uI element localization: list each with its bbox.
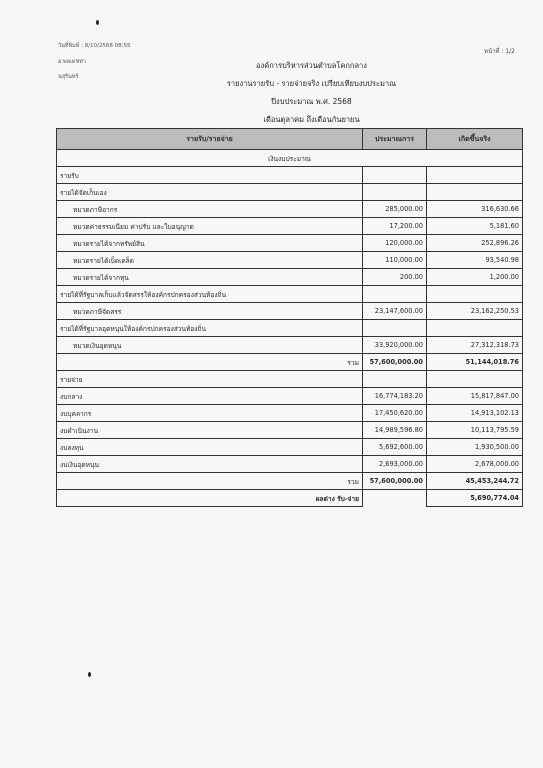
col-budget-header: ประมาณการ <box>363 129 427 150</box>
row-budget: 2,693,000.00 <box>363 456 427 473</box>
total-label: รวม <box>57 354 363 371</box>
table-row <box>57 337 523 354</box>
province-line: นสุรินทร์ <box>58 74 79 80</box>
section-row <box>57 150 523 167</box>
table-row <box>57 184 523 201</box>
table-row <box>57 201 523 218</box>
row-item: หมวดภาษีจัดสรร <box>57 303 363 320</box>
row-item: งบดำเนินงาน <box>57 422 363 439</box>
report-title: รายงานรายรับ - รายจ่ายจริง เปรียบเทียบงบประมาณ <box>226 79 397 88</box>
table-row <box>57 320 523 337</box>
row-item: หมวดรายได้จากทุน <box>57 269 363 286</box>
difference-label: ผลต่าง รับ-จ่าย <box>57 490 363 507</box>
row-actual: 15,817,847.00 <box>427 388 523 405</box>
table-row <box>57 303 523 320</box>
income-total-budget: 57,600,000.00 <box>363 354 427 371</box>
print-date: วันที่พิมพ์ : 8/10/2568 08:55 <box>58 43 131 49</box>
row-actual: 23,162,250.53 <box>427 303 523 320</box>
table-row <box>57 235 523 252</box>
row-budget: 23,147,600.00 <box>363 303 427 320</box>
fiscal-year: ปีงบประมาณ พ.ศ. 2568 <box>271 97 352 106</box>
table-row <box>57 422 523 439</box>
table-row <box>57 252 523 269</box>
row-actual: 10,113,795.59 <box>427 422 523 439</box>
table-row <box>57 286 523 303</box>
row-item: หมวดเงินอุดหนุน <box>57 337 363 354</box>
income-group-allocated: รายได้ที่รัฐบาลเก็บแล้วจัดสรรให้องค์กรปกครองส่วนท้องถิ่น <box>57 286 363 303</box>
org-name: องค์การบริหารส่วนตำบลโคกกลาง <box>256 61 367 70</box>
section-label: เงินงบประมาณ <box>57 150 523 167</box>
expense-total-actual: 45,453,244.72 <box>427 473 523 490</box>
expense-label: รายจ่าย <box>57 371 363 388</box>
hole-punch-mark <box>88 672 91 677</box>
row-actual: 252,896.26 <box>427 235 523 252</box>
col-item-header: รายรับ/รายจ่าย <box>57 129 363 150</box>
row-item: งบบุคลากร <box>57 405 363 422</box>
row-item: หมวดรายได้เบ็ดเตล็ด <box>57 252 363 269</box>
table-row <box>57 456 523 473</box>
row-item: งบเงินอุดหนุน <box>57 456 363 473</box>
income-group-subsidy: รายได้ที่รัฐบาลอุดหนุนให้องค์กรปกครองส่วนท้องถิ่น <box>57 320 363 337</box>
row-actual: 316,630.66 <box>427 201 523 218</box>
row-actual: 1,930,500.00 <box>427 439 523 456</box>
row-budget: 17,450,620.00 <box>363 405 427 422</box>
row-item: หมวดรายได้จากทรัพย์สิน <box>57 235 363 252</box>
row-budget: 200.00 <box>363 269 427 286</box>
page-number: หน้าที่ : 1/2 <box>484 48 515 55</box>
table-row <box>57 388 523 405</box>
income-label: รายรับ <box>57 167 363 184</box>
period: เดือนตุลาคม ถึงเดือนกันยายน <box>263 115 360 124</box>
row-actual: 5,181.60 <box>427 218 523 235</box>
income-total-actual: 51,144,018.76 <box>427 354 523 371</box>
row-item: งบกลาง <box>57 388 363 405</box>
difference-value: 5,690,774.04 <box>427 490 523 507</box>
total-label: รวม <box>57 473 363 490</box>
income-total-row <box>57 354 523 371</box>
table-row <box>57 269 523 286</box>
table-row <box>57 167 523 184</box>
row-actual: 93,540.98 <box>427 252 523 269</box>
row-actual: 14,913,102.13 <box>427 405 523 422</box>
income-group-own: รายได้จัดเก็บเอง <box>57 184 363 201</box>
budget-table <box>56 128 523 507</box>
row-budget: 14,989,596.80 <box>363 422 427 439</box>
table-header <box>57 129 523 150</box>
row-item: หมวดภาษีอากร <box>57 201 363 218</box>
table-row <box>57 405 523 422</box>
table-row <box>57 439 523 456</box>
row-item: หมวดค่าธรรมเนียม ค่าปรับ และใบอนุญาต <box>57 218 363 235</box>
table-row <box>57 218 523 235</box>
row-budget: 110,000.00 <box>363 252 427 269</box>
row-budget: 285,000.00 <box>363 201 427 218</box>
row-actual: 27,312,318.73 <box>427 337 523 354</box>
row-budget: 17,200.00 <box>363 218 427 235</box>
row-budget: 33,920,000.00 <box>363 337 427 354</box>
row-item: งบลงทุน <box>57 439 363 456</box>
difference-row <box>57 490 523 507</box>
location-line: อ.พลเดชท่า <box>58 59 86 65</box>
row-actual: 2,678,000.00 <box>427 456 523 473</box>
row-budget: 16,774,183.20 <box>363 388 427 405</box>
hole-punch-mark <box>96 20 99 25</box>
row-budget: 5,692,600.00 <box>363 439 427 456</box>
row-budget: 120,000.00 <box>363 235 427 252</box>
table-row <box>57 371 523 388</box>
expense-total-budget: 57,600,000.00 <box>363 473 427 490</box>
expense-total-row <box>57 473 523 490</box>
row-actual: 1,200.00 <box>427 269 523 286</box>
col-actual-header: เกิดขึ้นจริง <box>427 129 523 150</box>
